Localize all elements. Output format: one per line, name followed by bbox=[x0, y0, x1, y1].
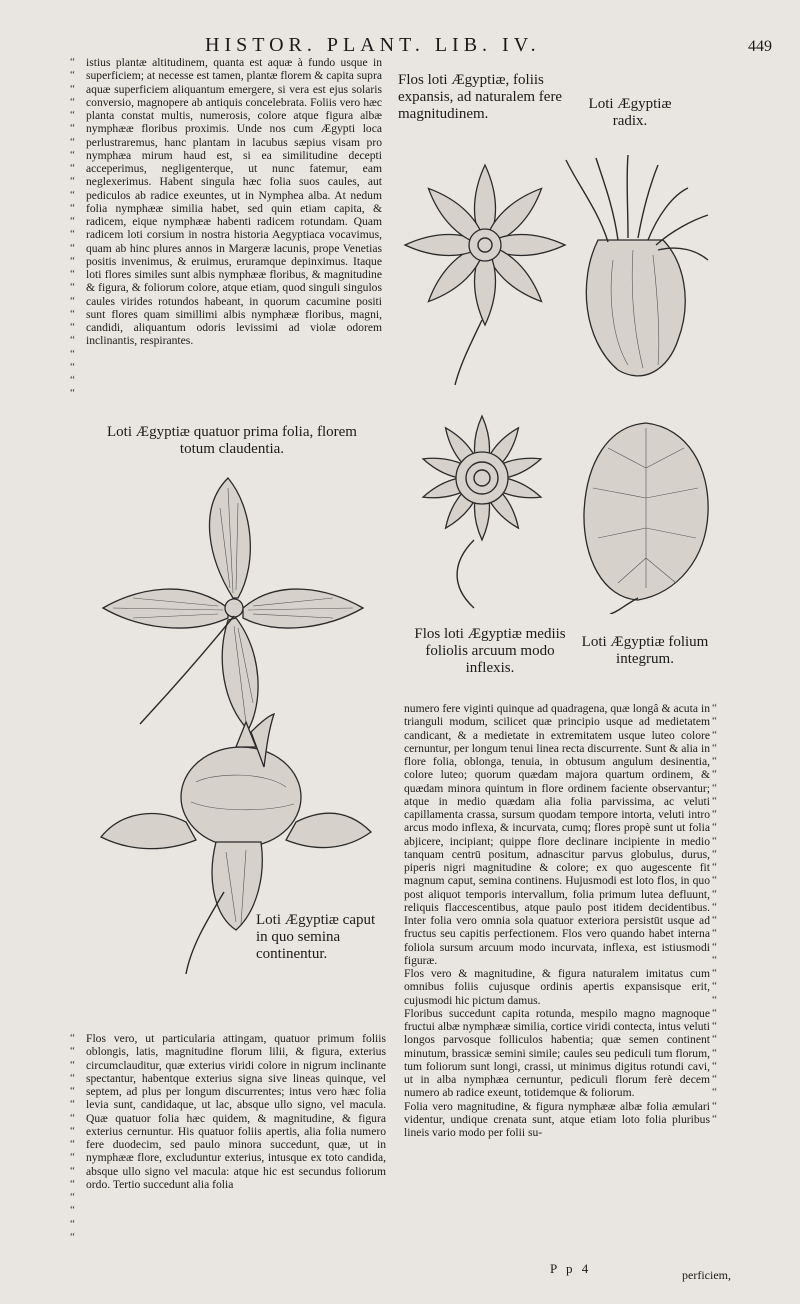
caption-seed-head: Loti Ægyptiæ caput in quo semina continentur. bbox=[256, 912, 376, 962]
illustration-flower-expanded bbox=[400, 160, 570, 390]
right-bottom-text: numero fere viginti quinque ad quadragena, quæ longâ & acuta in trianguli modum, scilicet quæ principio usque ad medietatem candicant, & a medietate in extremitatem usque luteo colore cernuntur, per longum tenui linea recta discurrente. Sunt & alia in flore folia, oblonga, tenuia, in obtusum angulum desinentia, colore luteo; quorum quædam majora quartum ordinem, & quædam minora quintum in flore ordinem faciente observantur; atque in medio quædam alia folia parvissima, ac veluti capillamenta crassa, sursum quodam tempore intorta, veluti intro arcus modo inflexa, & incurvata, cumq; flores propè sunt ut folia abjicere, incipiant; quippe flore declinare incipiente in medio tanquam centrū positum, adnascitur parvus globulus, durus, piperis nigri magnitudine & colore; ex quo augescente fit magnum caput, semina continens. Hujusmodi est loto flos, in quo post aliquot temporis intervallum, folia primum lutea defluunt, reliquis flaccescentibus, atque paulo post itidem decidentibus. Inter folia vero omnia sola quatuor exteriora persistūt usque ad fructus seu capitis perfectionem. Flos vero quando habet interna foliola sursum arcuum modo incurvata, inflexa, est istiusmodi figuræ. Flos vero & magnitudine, & figura naturalem imitatus cum omnibus foliis cujusque ordinis apertis expansisque erit, cujusmodi hic pictum damus. Floribus succedunt capita rotunda, mespilo magno magnoque fructui albæ nymphææ similia, cortice viridi contecta, intus veluti longos parvosque folliculos habentia; quæ semen continent minutum, brassicæ semini simile; caules seu pediculi tum florum, tum foliorum sunt longi, crassi, ut minimus digitus rotundi cavi, ut in alba nymphæa cernuntur, pediculi florum ferè decem numero ab radice exeunt, totidemque & foliorum. Folia vero magnitudine, & figura nymphææ albæ folia æmulari videntur, undique crenata sunt, atque etiam loto folia pluribus lineis vario modo per folii su- bbox=[404, 702, 710, 1139]
caption-four-leaves: Loti Ægyptiæ quatuor prima folia, florem totum claudentia. bbox=[107, 424, 357, 457]
illustration-four-leaves bbox=[88, 468, 378, 738]
left-top-text: istius plantæ altitudinem, quanta est aquæ à fundo usque in superficiem; at necesse est tamen, plantæ florem & capita supra aquæ superficiem aliquantum emergere, si vera est ejus solaris conversio, magnopere ab antiquis concelebrata. Foliis vero hæc planta constat multis, numerosis, colore atque figura albæ nymphææ floribus proximis. Unde nos cum Ægypti loca perlustraremus, hanc plantam in lacubus sæpius visam pro nymphæa mirum haud est, si ea similitudine decepti acceperimus, negligenterque, ut nunc fatemur, eam neglexerimus. Habent singula hæc folia suos caules, aut pediculos ab radice exeuntes, ut in Nymphea alba. At nedum folia nymphææ similia habet, sed quin etiam capita, & radicem, eique nymphææ habenti radicem rotundam. Quam radicem loti corsium in nostra historia Aegyptiaca vocavimus, quam ab hinc plures annos in Margeræ lacunis, prope Venetias positis invenimus, & eruimus, eruramque depinximus. Itaque loti flores similes sunt albis nymphææ floribus, & magnitudine & figura, & foliorum colore, atque etiam, quod singuli singulos caules virides rotundos habeant, in quorum cacumine positi sunt flores quam simillimi albis nymphææ floribus, magni, candidi, aliquantum odoris levissimi ad violæ odorem inclinantis, respirantes. bbox=[86, 56, 382, 348]
caption-leaf: Loti Ægyptiæ folium integrum. bbox=[581, 634, 709, 667]
right-quote-marks: “ “ “ “ “ “ “ “ “ “ “ “ “ “ “ “ “ “ “ “ “ “ “ “ “ “ “ “ “ “ “ “ bbox=[712, 702, 717, 1125]
illustration-flower-inflexed bbox=[404, 410, 564, 610]
left-top-paragraph bbox=[86, 56, 382, 406]
illustration-leaf bbox=[578, 408, 714, 614]
page-number: 449 bbox=[748, 38, 772, 55]
left-bottom-text: Flos vero, ut particularia attingam, quatuor primum foliis oblongis, latis, magnitudine florum lilii, & figura, exterius circumclauditur, quæ exterius viridi colore in nigrum inclinante spectantur, habentque exterius signa sive lineas quinque, vel septem, ad plus per longum discurrentes; intus vero hæc folia levia sunt, candidaque, ut lac, absque ullo signo, vel macula. Quæ quatuor folia hæc quidem, & magnitudine, & figura exterius cernuntur. His quatuor foliis apertis, alia folia numero fere duodecim, sed paulo minora succedunt, quæ, ut in nymphææ flore, excluduntur exterius, intusque ex toto candida, absque ullo signo vel macula: atque hic est secundus foliorum ordo. Tertio succedunt alia folia bbox=[86, 1032, 386, 1191]
illustration-root bbox=[558, 150, 714, 390]
right-bottom-paragraph bbox=[404, 702, 710, 1254]
running-title: HISTOR. PLANT. LIB. IV. bbox=[205, 34, 541, 56]
left-quote-marks-top: “ “ “ “ “ “ “ “ “ “ “ “ “ “ “ “ “ “ “ “ “ “ “ “ “ “ bbox=[70, 56, 75, 400]
caption-flower-inflexed: Flos loti Ægyptiæ mediis foliolis arcuum modo inflexis. bbox=[414, 626, 566, 676]
caption-flower-expanded: Flos loti Ægyptiæ, foliis expansis, ad naturalem fere magnitudinem. bbox=[398, 72, 563, 122]
caption-root: Loti Ægyptiæ radix. bbox=[588, 96, 672, 129]
left-bottom-paragraph bbox=[86, 1032, 386, 1254]
catchword: perficiem, bbox=[682, 1268, 731, 1282]
left-quote-marks-bottom: “ “ “ “ “ “ “ “ “ “ “ “ “ “ “ “ bbox=[70, 1032, 75, 1243]
signature-mark: P p 4 bbox=[550, 1261, 592, 1276]
